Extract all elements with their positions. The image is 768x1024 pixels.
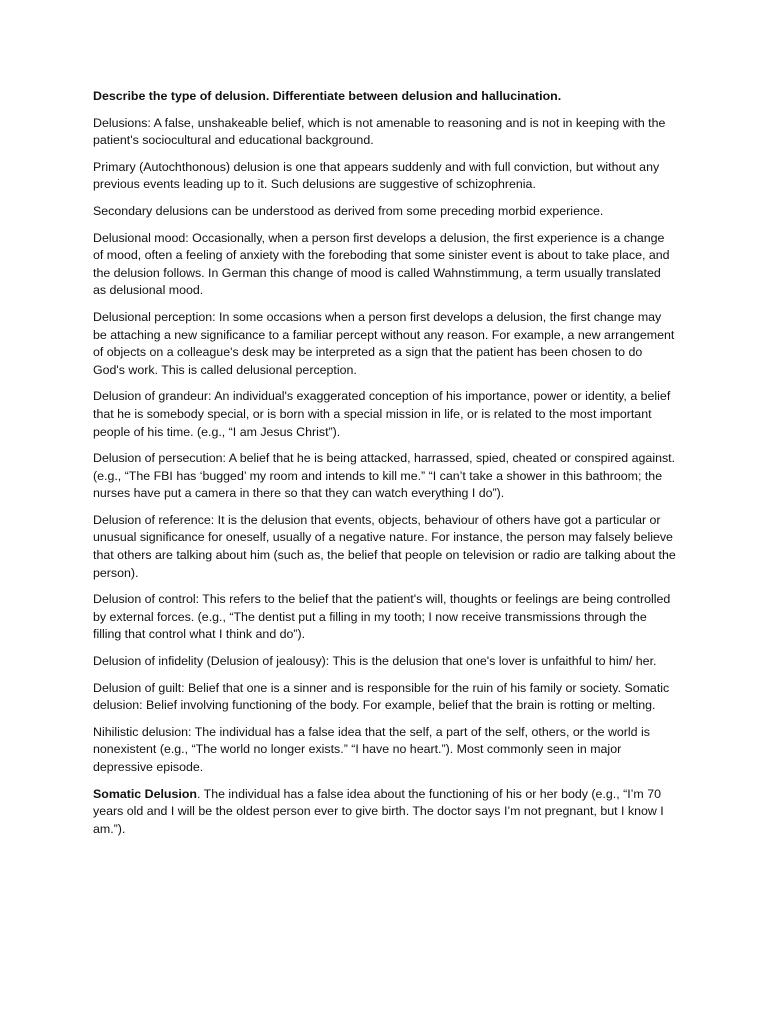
paragraph-delusion-of-control: Delusion of control: This refers to the belief that the patient's will, thoughts or feelings are being controlled by external forces. (e.g., “The dentist put a filling in my tooth; I now receive transmissions through the filling that control what I think and do”).	[93, 592, 671, 642]
paragraph-delusional-perception: Delusional perception: In some occasions when a person first develops a delusion, the first change may be attaching a new significance to a familiar percept without any reason. For example, a new arrangement of objects on a colleague's desk may be interpreted as a sign that the patient has been chosen to do God's work. This is called delusional perception.	[93, 309, 675, 377]
paragraph-primary-delusion: Primary (Autochthonous) delusion is one that appears suddenly and with full conviction, but without any previous events leading up to it. Such delusions are suggestive of schizophrenia.	[93, 159, 660, 192]
paragraph-delusion-of-persecution: Delusion of persecution: A belief that he is being attacked, harrassed, spied, cheated or conspired against. (e.g., “The FBI has ‘bugged’ my room and intends to kill me.” “I can’t take a shower in this bathroom; the nurses have put a camera in there so that they can watch everything I do”).	[93, 451, 676, 501]
somatic-delusion-lead: Somatic Delusion	[93, 786, 197, 801]
somatic-delusion-text: . The individual has a false idea about the functioning of his or her body (e.g., “I’m 70 years old and I will be the oldest person ever to give birth. The doctor says I’m not pregnant, but I know I am.”).	[93, 786, 664, 836]
paragraph-nihilistic-delusion: Nihilistic delusion: The individual has a false idea that the self, a part of the self, others, or the world is nonexistent (e.g., “The world no longer exists.” “I have no heart.”). Most commonly seen in major depressive episode.	[93, 724, 650, 774]
paragraph-delusion-of-grandeur: Delusion of grandeur: An individual's exaggerated conception of his importance, power or identity, a belief that he is somebody special, or is born with a special mission in life, or is related to the most important people of his time. (e.g., “I am Jesus Christ”).	[93, 389, 671, 439]
paragraph-secondary-delusion: Secondary delusions can be understood as derived from some preceding morbid experience.	[93, 203, 604, 218]
paragraph-delusions-definition: Delusions: A false, unshakeable belief, which is not amenable to reasoning and is not in keeping with the patient's sociocultural and educational background.	[93, 115, 666, 148]
document-page	[93, 88, 677, 847]
document-heading: Describe the type of delusion. Differentiate between delusion and hallucination.	[93, 89, 562, 103]
paragraph-delusion-of-guilt: Delusion of guilt: Belief that one is a sinner and is responsible for the ruin of his family or society. Somatic delusion: Belief involving functioning of the body. For example, belief that the brain is rotting or melting.	[93, 680, 670, 713]
paragraph-delusion-of-reference: Delusion of reference: It is the delusion that events, objects, behaviour of others have got a particular or unusual significance for oneself, usually of a negative nature. For instance, the person may falsely believe that others are talking about him (such as, the belief that people on television or radio are talking about the person).	[93, 512, 676, 580]
paragraph-delusion-of-infidelity: Delusion of infidelity (Delusion of jealousy): This is the delusion that one's lover is unfaithful to him/ her.	[93, 654, 657, 669]
paragraph-delusional-mood: Delusional mood: Occasionally, when a person first develops a delusion, the first experience is a change of mood, often a feeling of anxiety with the foreboding that some sinister event is about to take place, and the delusion follows. In German this change of mood is called Wahnstimmung, a term usually translated as delusional mood.	[93, 230, 670, 298]
paragraph-somatic-delusion	[93, 786, 677, 839]
